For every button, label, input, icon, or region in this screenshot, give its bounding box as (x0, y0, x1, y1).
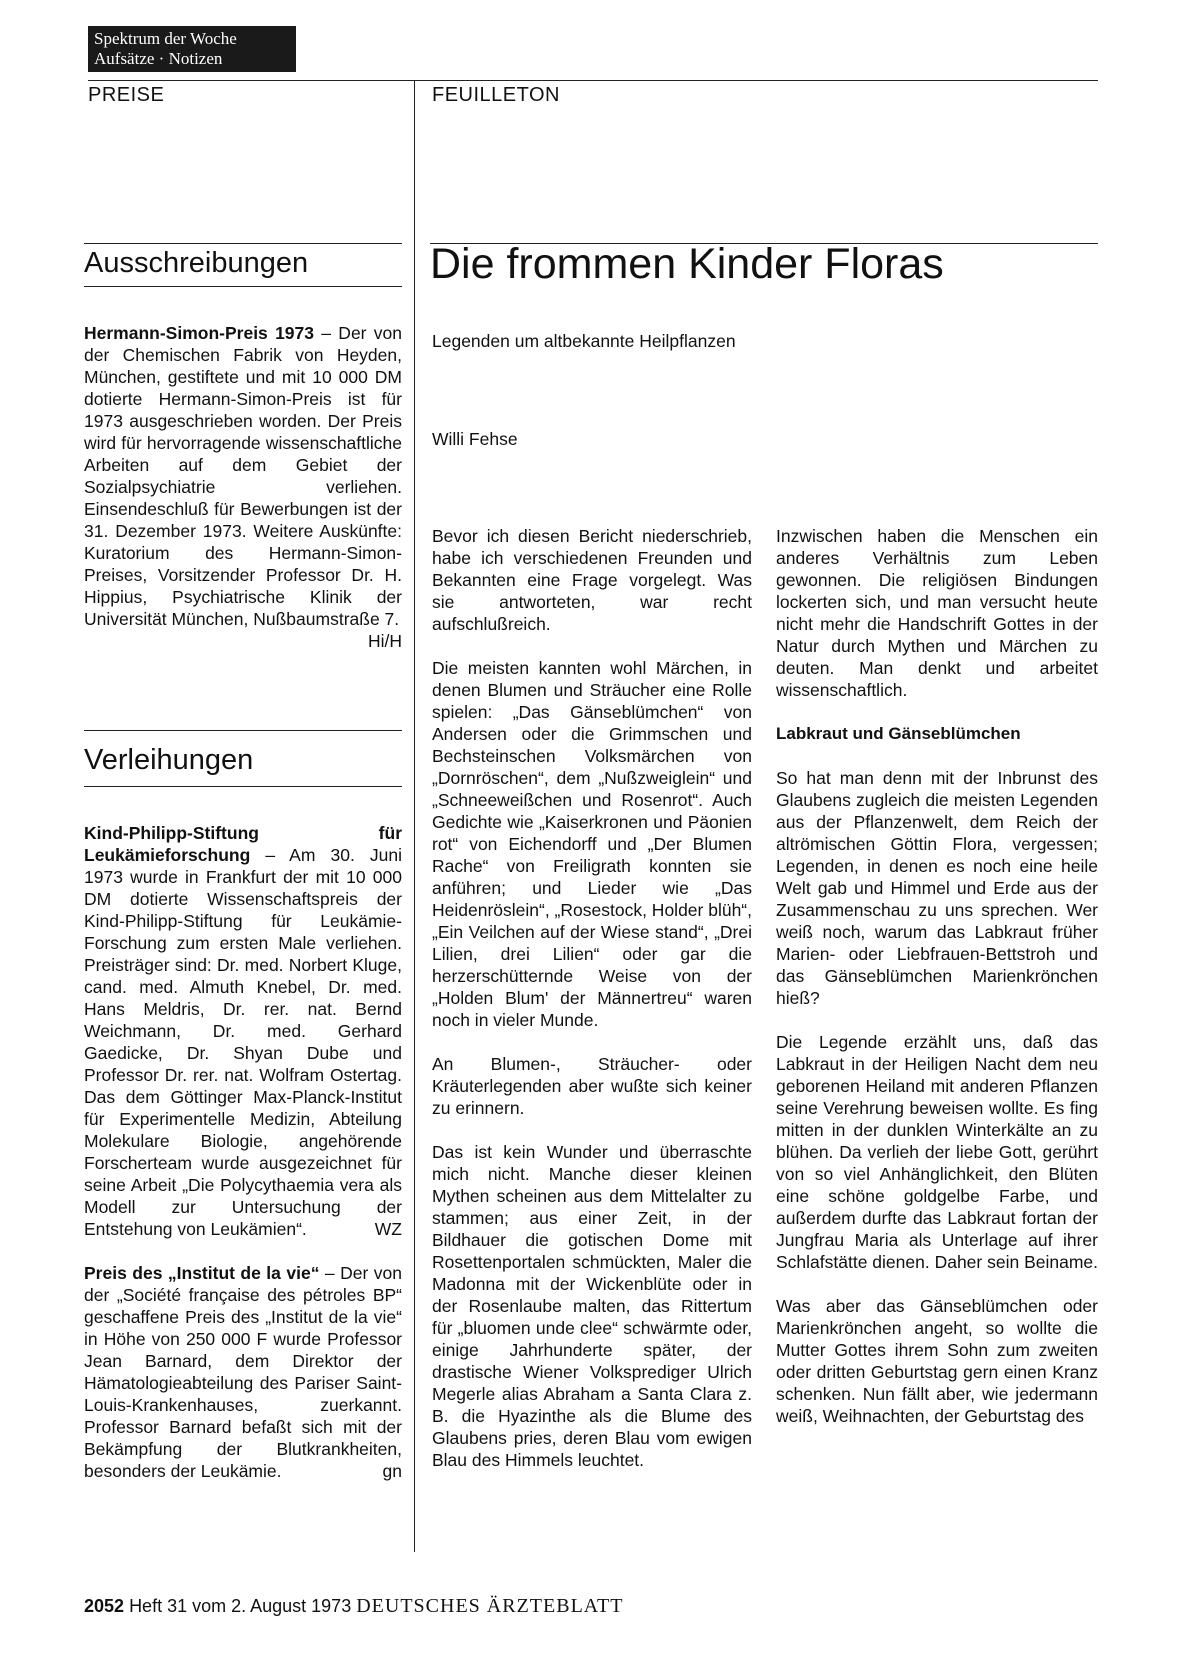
article-column-2 (776, 525, 1098, 1449)
institut-de-la-vie-item (84, 1262, 402, 1482)
ausschreibungen-rule-top (84, 243, 402, 244)
article-subtitle: Legenden um altbekannte Heilpflanzen (432, 331, 736, 351)
item-text: – Der von der Chemischen Fabrik von Heyden, München, gestiftete und mit 10 000 DM dotierte Hermann-Simon-Preis ist für 1973 ausgeschrieben worden. Der Preis wird für hervorragende wissenschaftliche Arbeiten auf dem Gebiet der Sozialpsychiatrie verliehen. Einsendeschluß für Bewerbungen ist der 31. Dezember 1973. Weitere Auskünfte: Kuratorium des Hermann-Simon-Preises, Vorsitzender Professor Dr. H. Hippius, Psychiatrische Klinik der Universität München, Nußbaumstraße 7. (84, 323, 403, 629)
item-text: – Am 30. Juni 1973 wurde in Frankfurt der mit 10 000 DM dotierte Wissenschaftspreis der Kind-Philipp-Stiftung für Leukämie-Forschung zum ersten Male verliehen. Preisträger sind: Dr. med. Norbert Kluge, cand. med. Almuth Knebel, Dr. med. Hans Meldris, Dr. rer. nat. Bernd Weichmann, Dr. med. Gerhard Gaedicke, Dr. Shyan Dube und Professor Dr. rer. nat. Wolfram Ostertag. Das dem Göttinger Max-Planck-Institut für Experimentelle Medizin, Abteilung Molekulare Biologie, angehörende Forscherteam wurde ausgezeichnet für seine Arbeit „Die Polycythaemia vera als Modell zur Untersuchung der Entstehung von Leukämien“. (84, 845, 402, 1239)
page-number: 2052 (84, 1596, 125, 1616)
article-subheading: Labkraut und Gänseblümchen (776, 724, 1021, 743)
article-author: Willi Fehse (432, 429, 518, 449)
verleihungen-rule-top (84, 730, 402, 731)
article-paragraph: Inzwischen haben die Menschen ein anderes Verhältnis zum Leben gewonnen. Die religiösen Bindungen lockerten sich, und man versucht heute nicht mehr die Handschrift Gottes in der Natur durch Mythen und Märchen zu deuten. Man denkt und arbeitet wissenschaftlich. (776, 526, 1098, 700)
article-paragraph: Die meisten kannten wohl Märchen, in denen Blumen und Sträucher eine Rolle spielen: „Das Gänseblümchen“ von Andersen oder die Grimmschen und Bechsteinschen Volksmärchen von „Dornröschen“, dem „Nußzweiglein“ und „Schneeweißchen und Rosenrot“. Auch Gedichte wie „Kaiserkronen und Päonien rot“ von Eichendorff und „Der Blumen Rache“ von Freiligrath konnten sie anführen; und Lieder wie „Das Heidenröslein“, „Rosestock, Holder blüh“, „Ein Veilchen auf der Wiese stand“, „Drei Lilien, drei Lilien“ oder gar die herzerschütternde Weise von der „Holden Blum' der Männertreu“ waren noch in vieler Munde. (432, 658, 752, 1030)
section-label (88, 26, 296, 72)
hermann-simon-preis-item (84, 322, 403, 651)
verleihungen-body (84, 822, 402, 1504)
kind-philipp-item (84, 822, 402, 1240)
column-divider (414, 80, 415, 1552)
article-paragraph: So hat man denn mit der Inbrunst des Glaubens zugleich die meisten Legenden aus der Pflanzenwelt, dem Reich der altrömischen Göttin Flora, vergessen; Legenden, in denen es noch eine heile Welt gab und Himmel und Erde aus der Zusammenschau zu uns sprechen. Wer weiß noch, warum das Labkraut früher Marien- oder Liebfrauen-Bettstroh und das Gänseblümchen Marienkrönchen hieß? (776, 768, 1098, 1008)
item-lead: Hermann-Simon-Preis 1973 (84, 323, 315, 343)
publication-name: DEUTSCHES ÄRZTEBLATT (356, 1595, 624, 1617)
verleihungen-rule-bottom (84, 786, 402, 787)
issue-info: Heft 31 vom 2. August 1973 (129, 1596, 352, 1616)
article-column-1 (432, 525, 752, 1493)
top-rule (88, 80, 1098, 81)
ausschreibungen-rule-bottom (84, 286, 402, 287)
item-signature: Hi/H (367, 631, 402, 651)
article-paragraph: Was aber das Gänseblümchen oder Marienkrönchen angeht, so wollte die Mutter Gottes ihrem Sohn zum zweiten oder dritten Geburtstag gern einen Kranz schenken. Nun fällt aber, wie jedermann weiß, Weihnachten, der Geburtstag des (776, 1296, 1098, 1426)
right-section-title: FEUILLETON (432, 84, 560, 106)
ausschreibungen-body (84, 322, 402, 652)
item-signature: WZ (374, 1219, 402, 1239)
item-lead: Kind-Philipp-Stiftung für Leukämieforschung (84, 823, 402, 865)
article-paragraph: Bevor ich diesen Bericht niederschrieb, habe ich verschiedenen Freunden und Bekannten eine Frage vorgelegt. Was sie antworteten, war recht aufschlußreich. (432, 526, 752, 634)
item-signature: gn (382, 1461, 402, 1481)
section-label-line1: Spektrum der Woche (94, 29, 237, 48)
left-section-title: PREISE (88, 84, 165, 106)
page-footer (84, 1594, 623, 1618)
item-lead: Preis des „Institut de la vie“ (84, 1263, 320, 1283)
article-paragraph: Das ist kein Wunder und überraschte mich nicht. Manche dieser kleinen Mythen scheinen aus dem Mittelalter zu stammen; aus einer Zeit, in der Bildhauer die gotischen Dome mit Rosettenportalen schmückten, Maler die Madonna mit der Wickenblüte oder in der Rosenlaube malten, das Rittertum für „bluomen unde clee“ schwärmte oder, einige Jahrhunderte später, der drastische Wiener Volksprediger Ulrich Megerle alias Abraham a Santa Clara z. B. die Hyazinthe als die Blume des Glaubens pries, deren Blau vom ewigen Blau des Himmels leuchtet. (432, 1142, 752, 1470)
article-paragraph: An Blumen-, Sträucher- oder Kräuterlegenden aber wußte sich keiner zu erinnern. (432, 1054, 752, 1118)
section-label-line2: Aufsätze · Notizen (94, 49, 223, 68)
item-text: – Der von der „Société française des pétroles BP“ geschaffene Preis des „Institut de la vie“ in Höhe von 250 000 F wurde Professor Jean Barnard, dem Direktor der Hämatologieabteilung des Pariser Saint-Louis-Krankenhauses, zuerkannt. Professor Barnard befaßt sich mit der Bekämpfung der Blutkrankheiten, besonders der Leukämie. (84, 1263, 402, 1481)
ausschreibungen-heading: Ausschreibungen (84, 247, 309, 279)
article-title: Die frommen Kinder Floras (430, 240, 944, 288)
verleihungen-heading: Verleihungen (84, 744, 254, 776)
article-paragraph: Die Legende erzählt uns, daß das Labkraut in der Heiligen Nacht dem neu geborenen Heiland mit anderen Pflanzen seine Verehrung beweisen wollte. Es fing mitten in der dunklen Winterkälte an zu blühen. Da verlieh der liebe Gott, gerührt von so viel Anhänglichkeit, den Blüten eine schöne goldgelbe Farbe, und außerdem durfte das Labkraut fortan der Jungfrau Maria als Unterlage auf ihrer Schlafstätte dienen. Daher sein Beiname. (776, 1032, 1098, 1272)
